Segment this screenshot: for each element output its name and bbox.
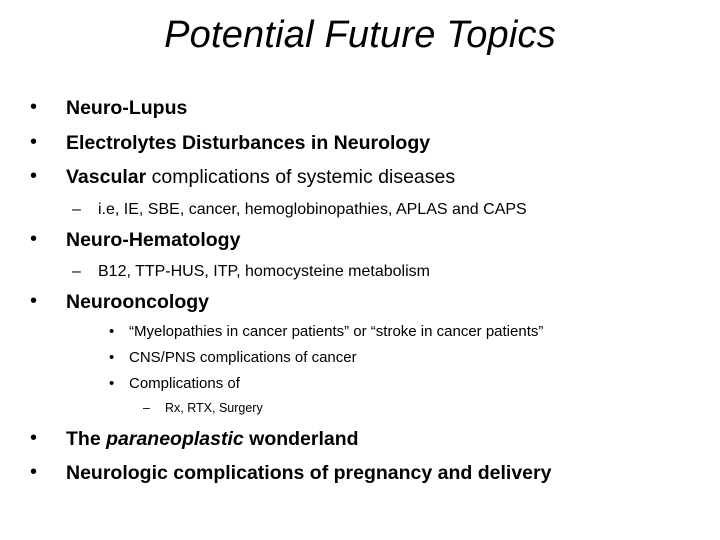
sub-item-text: Complications of xyxy=(129,375,240,392)
bullet-item-vascular xyxy=(30,165,456,189)
bullet-icon: • xyxy=(30,165,38,187)
bullet-icon: • xyxy=(109,323,115,340)
bullet-icon: • xyxy=(30,461,38,483)
dash-icon: – xyxy=(143,401,150,415)
slide-title: Potential Future Topics xyxy=(164,14,556,56)
bullet-icon: • xyxy=(30,228,38,250)
bullet-icon: • xyxy=(109,349,115,366)
bullet-item-pregnancy xyxy=(30,461,552,485)
bullet-text: Neuro-Hematology xyxy=(66,229,241,251)
bullet-text-bold: Vascular xyxy=(66,166,147,188)
bullet-icon: • xyxy=(30,290,38,312)
bullet-icon: • xyxy=(30,96,38,118)
sub-item-text: “Myelopathies in cancer patients” or “stroke in cancer patients” xyxy=(129,323,544,340)
sub-item-myelopathies xyxy=(109,323,544,340)
bullet-text-rest: wonderland xyxy=(243,428,359,450)
bullet-text-bold: The xyxy=(66,428,107,450)
bullet-text: complications of systemic diseases xyxy=(146,166,456,188)
sub-item-complications-of xyxy=(109,375,240,392)
bullet-item-neuro-hematology xyxy=(30,228,241,252)
sub-item-cns-pns xyxy=(109,349,357,366)
sub-item-text: i.e, IE, SBE, cancer, hemoglobinopathies, APLAS and CAPS xyxy=(98,201,527,218)
bullet-icon: • xyxy=(30,131,38,153)
dash-icon: – xyxy=(72,263,81,280)
bullet-text: Neurologic complications of pregnancy and delivery xyxy=(66,462,552,484)
bullet-item-neuro-lupus xyxy=(30,96,188,120)
bullet-icon: • xyxy=(30,427,38,449)
bullet-text: Electrolytes Disturbances in Neurology xyxy=(66,132,431,154)
bullet-text: Neuro-Lupus xyxy=(66,97,188,119)
bullet-text-italic: paraneoplastic xyxy=(106,428,244,450)
sub-sub-item-treatments xyxy=(143,401,263,415)
bullet-item-paraneoplastic xyxy=(30,427,359,451)
bullet-text: Neurooncology xyxy=(66,291,210,313)
sub-item-text: CNS/PNS complications of cancer xyxy=(129,349,357,366)
sub-item-hematology-examples xyxy=(72,263,430,281)
bullet-item-electrolytes xyxy=(30,131,431,155)
dash-icon: – xyxy=(72,201,81,218)
sub-item-vascular-examples xyxy=(72,201,527,219)
bullet-item-neurooncology xyxy=(30,290,210,314)
sub-item-text: Rx, RTX, Surgery xyxy=(165,401,263,415)
bullet-icon: • xyxy=(109,375,115,392)
sub-item-text: B12, TTP-HUS, ITP, homocysteine metabolism xyxy=(98,263,430,280)
